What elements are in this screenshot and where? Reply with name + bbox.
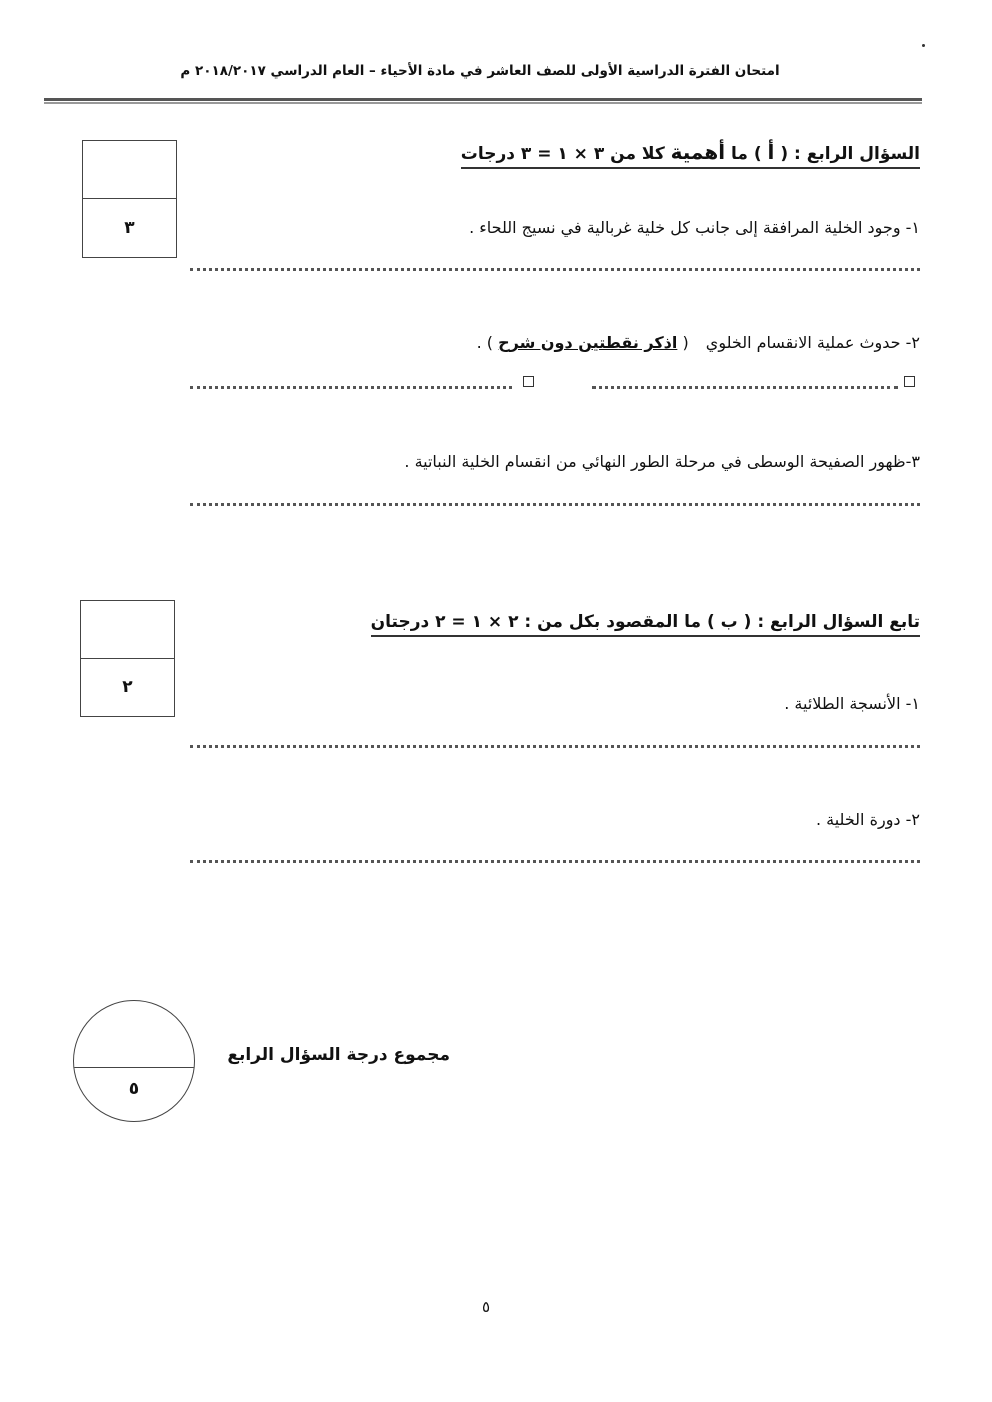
part-a-question-2-hint: اذكر نقطتين دون شرح: [498, 333, 678, 352]
part-a-question-2: [477, 333, 920, 352]
part-a-score-value: ٣: [124, 218, 135, 238]
answer-line[interactable]: [190, 268, 920, 271]
page-number: ٥: [481, 1298, 491, 1316]
part-a-heading-letter: أ: [767, 140, 775, 164]
part-a-question-3: ٣-ظهور الصفيحة الوسطى في مرحلة الطور النهائي من انقسام الخلية النباتية .: [404, 452, 920, 471]
part-a-heading-emphasis: أهمية: [670, 140, 726, 164]
part-a-heading: [461, 140, 920, 169]
total-score-divider: [74, 1067, 194, 1068]
part-a-question-2-hint-close: ) .: [476, 333, 493, 352]
part-a-heading-suffix: كلا من ٣ × ١ = ٣ درجات: [460, 144, 665, 164]
answer-line[interactable]: [592, 386, 898, 389]
part-a-score-box: [82, 140, 177, 258]
part-b-score-value: ٢: [122, 677, 133, 698]
part-a-question-2-text: ٢- حدوث عملية الانقسام الخلوي: [705, 333, 920, 352]
part-b-question-1: ١- الأنسجة الطلائية .: [784, 694, 920, 713]
total-score-circle: [73, 1000, 195, 1122]
answer-line[interactable]: [190, 386, 512, 389]
point-checkbox[interactable]: [523, 376, 534, 387]
total-score-label: مجموع درجة السؤال الرابع: [227, 1045, 450, 1065]
part-b-score-box: [80, 600, 175, 717]
answer-line[interactable]: [190, 745, 920, 748]
part-a-heading-middle: ) ما: [731, 144, 762, 164]
part-b-score-blank: [81, 601, 174, 659]
header-rule-secondary: [44, 102, 922, 104]
part-b-heading: تابع السؤال الرابع : ( ب ) ما المقصود بكل من : ٢ × ١ = ٢ درجتان: [371, 612, 920, 637]
answer-line[interactable]: [190, 503, 920, 506]
point-checkbox[interactable]: [904, 376, 915, 387]
part-a-question-1: ١- وجود الخلية المرافقة إلى جانب كل خلية غربالية في نسيج اللحاء .: [469, 218, 920, 237]
answer-line[interactable]: [190, 860, 920, 863]
stray-mark: [922, 44, 925, 47]
header-rule: [44, 98, 922, 101]
total-score-value: ٥: [128, 1079, 140, 1099]
exam-header: امتحان الفترة الدراسية الأولى للصف العاشر في مادة الأحياء – العام الدراسي ٢٠١٨/٢٠١٧ م: [180, 63, 780, 79]
part-a-question-2-hint-open: (: [682, 333, 689, 352]
part-a-score-blank: [83, 141, 176, 199]
part-b-question-2: ٢- دورة الخلية .: [815, 810, 920, 829]
part-a-heading-prefix: السؤال الرابع : (: [780, 144, 920, 164]
